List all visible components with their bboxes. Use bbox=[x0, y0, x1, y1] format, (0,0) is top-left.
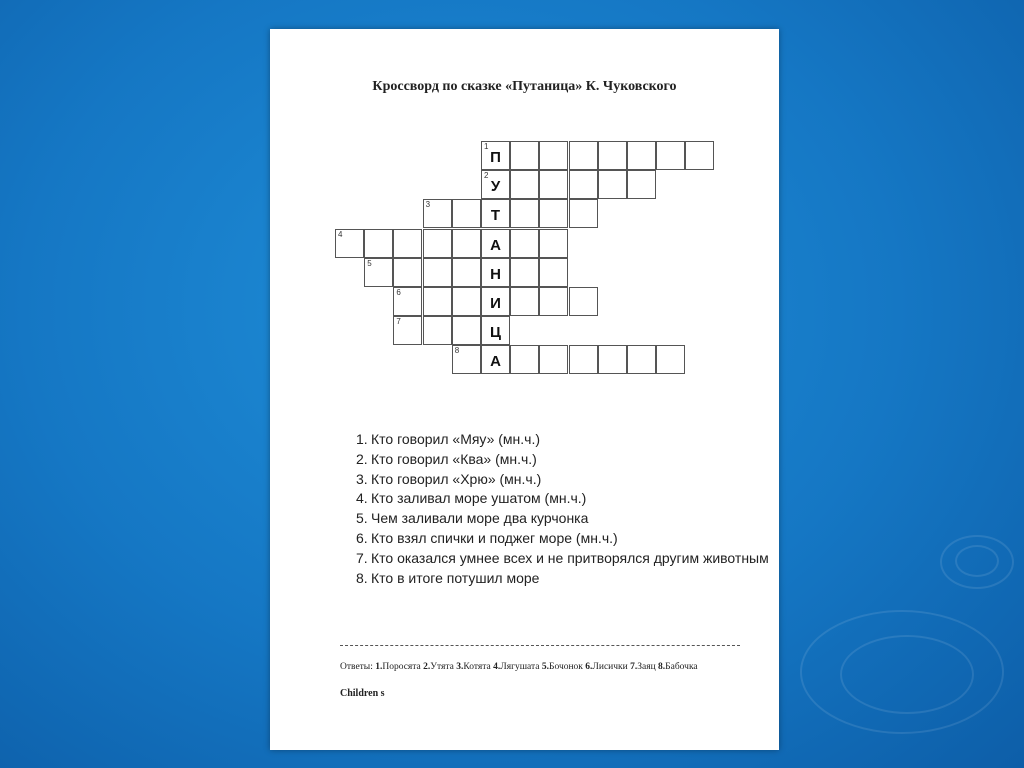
clue-number: 8 bbox=[454, 346, 460, 356]
crossword-cell bbox=[510, 229, 539, 258]
crossword-cell bbox=[598, 345, 627, 374]
crossword-cell bbox=[539, 287, 568, 316]
question-text: Кто говорил «Мяу» (мн.ч.) bbox=[371, 431, 541, 447]
crossword-cell bbox=[569, 170, 598, 199]
question-number: 3. bbox=[356, 470, 368, 487]
question-item bbox=[356, 470, 776, 490]
dashed-divider bbox=[340, 645, 740, 646]
question-text: Кто в итоге потушил море bbox=[371, 569, 540, 586]
question-text: Кто оказался умнее всех и не притворялся другим животным bbox=[371, 549, 769, 566]
clue-number: 4 bbox=[338, 229, 343, 239]
crossword-cell bbox=[685, 141, 714, 170]
crossword-cell bbox=[510, 258, 539, 287]
key-column-cell bbox=[481, 258, 510, 287]
question-text: Кто говорил «Ква» (мн.ч.) bbox=[371, 450, 537, 467]
question-number: 5. bbox=[356, 510, 368, 527]
crossword-cell bbox=[452, 316, 481, 345]
crossword-cell bbox=[539, 345, 568, 374]
crossword-cell bbox=[452, 345, 481, 374]
crossword-cell bbox=[393, 229, 422, 258]
crossword-cell bbox=[598, 141, 627, 170]
question-item bbox=[356, 529, 776, 549]
question-list bbox=[356, 430, 776, 588]
answers-label: Ответы: bbox=[340, 662, 373, 672]
crossword-cell bbox=[656, 141, 685, 170]
clue-number: 1 bbox=[484, 142, 489, 151]
clue-number: 3 bbox=[425, 200, 431, 210]
crossword-cell bbox=[539, 170, 568, 199]
water-ripple-decoration bbox=[955, 545, 999, 577]
footer-text: Children s bbox=[340, 688, 385, 699]
crossword-cell bbox=[452, 258, 481, 287]
question-number: 7. bbox=[356, 549, 368, 566]
key-column-cell bbox=[481, 141, 510, 170]
crossword-cell bbox=[539, 258, 568, 287]
question-number: 1. bbox=[356, 431, 368, 447]
crossword-cell bbox=[510, 141, 539, 170]
key-column-cell bbox=[481, 170, 510, 199]
crossword-cell bbox=[539, 229, 568, 258]
crossword-cell bbox=[627, 141, 656, 170]
question-item bbox=[356, 489, 776, 509]
question-item bbox=[356, 549, 776, 569]
answer-number: 4. bbox=[493, 662, 501, 672]
question-text: Кто говорил «Хрю» (мн.ч.) bbox=[371, 470, 542, 487]
answer-word: Бочонок bbox=[548, 662, 583, 672]
crossword-cell bbox=[539, 199, 568, 228]
crossword-cell bbox=[364, 229, 393, 258]
key-column-cell bbox=[481, 287, 510, 316]
key-column-cell bbox=[481, 345, 510, 374]
crossword-cell bbox=[510, 345, 539, 374]
key-letter: А bbox=[490, 353, 501, 371]
crossword-cell bbox=[569, 345, 598, 374]
document-page bbox=[270, 29, 779, 750]
clue-number: 2 bbox=[484, 171, 489, 181]
clue-number: 5 bbox=[367, 258, 372, 268]
key-letter: П bbox=[490, 149, 501, 166]
crossword-cell bbox=[452, 229, 481, 258]
key-letter: Ц bbox=[490, 324, 501, 342]
answer-number: 3. bbox=[456, 662, 464, 672]
question-text: Чем заливали море два курчонка bbox=[371, 510, 589, 527]
crossword-cell bbox=[423, 316, 452, 345]
crossword-cell bbox=[393, 258, 422, 287]
key-letter: Т bbox=[490, 207, 501, 225]
clue-number: 6 bbox=[396, 288, 401, 297]
answer-number: 7. bbox=[630, 662, 638, 672]
answer-number: 6. bbox=[585, 662, 593, 672]
crossword-cell bbox=[393, 287, 422, 316]
crossword-cell bbox=[627, 170, 656, 199]
key-column-cell bbox=[481, 199, 510, 228]
crossword-cell bbox=[335, 229, 364, 258]
crossword-cell bbox=[569, 199, 598, 228]
answer-word: Котята bbox=[463, 662, 491, 672]
question-item bbox=[356, 569, 776, 589]
crossword-cell bbox=[510, 287, 539, 316]
question-number: 4. bbox=[356, 490, 368, 507]
crossword-cell bbox=[423, 258, 452, 287]
crossword-cell bbox=[423, 199, 452, 228]
crossword-cell bbox=[423, 229, 452, 258]
question-number: 8. bbox=[356, 569, 368, 586]
answer-word: Бабочка bbox=[665, 662, 698, 672]
question-item bbox=[356, 450, 776, 470]
crossword-cell bbox=[656, 345, 685, 374]
crossword-cell bbox=[510, 170, 539, 199]
crossword-cell bbox=[423, 287, 452, 316]
crossword-cell bbox=[569, 141, 598, 170]
answer-number: 8. bbox=[658, 662, 666, 672]
answer-number: 2. bbox=[423, 662, 431, 672]
crossword-cell bbox=[627, 345, 656, 374]
water-ripple-decoration bbox=[840, 635, 974, 714]
question-item bbox=[356, 430, 776, 450]
crossword-cell bbox=[539, 141, 568, 170]
question-number: 2. bbox=[356, 450, 368, 467]
question-item bbox=[356, 509, 776, 529]
question-text: Кто заливал море ушатом (мн.ч.) bbox=[371, 490, 587, 507]
key-column-cell bbox=[481, 316, 510, 345]
page-title: Кроссворд по сказке «Путаница» К. Чуковского bbox=[372, 79, 677, 94]
key-letter: И bbox=[490, 295, 501, 312]
answer-number: 1. bbox=[375, 662, 383, 672]
crossword-cell bbox=[393, 316, 422, 345]
crossword-cell bbox=[452, 287, 481, 316]
answer-word: Лягушата bbox=[500, 662, 540, 672]
crossword-cell bbox=[510, 199, 539, 228]
key-letter: Н bbox=[490, 265, 501, 283]
clue-number: 7 bbox=[396, 317, 401, 327]
key-letter: У bbox=[490, 178, 501, 196]
question-number: 6. bbox=[356, 529, 368, 546]
key-column-cell bbox=[481, 229, 510, 258]
crossword-cell bbox=[364, 258, 393, 287]
key-letter: А bbox=[490, 236, 501, 254]
question-text: Кто взял спички и поджег море (мн.ч.) bbox=[371, 529, 618, 546]
crossword-cell bbox=[452, 199, 481, 228]
crossword-cell bbox=[598, 170, 627, 199]
crossword-cell bbox=[569, 287, 598, 316]
answer-number: 5. bbox=[541, 662, 549, 672]
answers-line bbox=[340, 662, 770, 672]
answer-word: Утята bbox=[430, 662, 454, 672]
answer-word: Заяц bbox=[637, 662, 656, 672]
answer-word: Лисички bbox=[592, 662, 628, 672]
answer-word: Поросята bbox=[382, 662, 421, 672]
